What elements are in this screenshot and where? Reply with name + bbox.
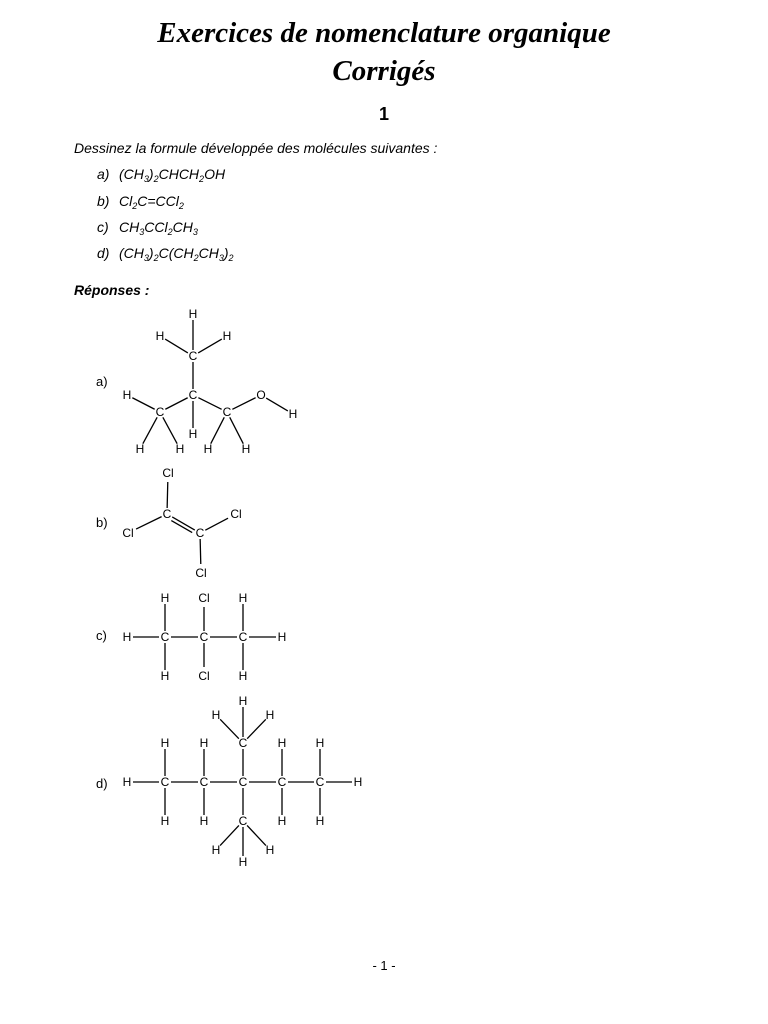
hydrogen-atom: H — [315, 736, 325, 750]
carbon-atom: C — [199, 630, 209, 644]
molecule-label-a: a) — [96, 374, 108, 389]
carbon-atom: C — [195, 526, 205, 540]
hydrogen-atom: H — [199, 736, 209, 750]
hydrogen-atom: H — [199, 814, 209, 828]
bond-line — [220, 825, 239, 845]
hydrogen-atom: H — [135, 442, 145, 456]
bond-line — [165, 339, 188, 353]
carbon-atom: C — [315, 775, 325, 789]
bond-line — [163, 417, 177, 443]
bond-line — [136, 517, 162, 529]
bond-line — [143, 417, 157, 443]
bond-line — [247, 825, 266, 845]
hydrogen-atom: H — [288, 407, 298, 421]
hydrogen-atom: H — [188, 427, 198, 441]
carbon-atom: C — [238, 814, 248, 828]
condensed-formula: $Cl_2C=CCl_2$ — [119, 193, 184, 211]
question-letter: a) — [97, 166, 110, 182]
hydrogen-atom: H — [241, 442, 251, 456]
hydrogen-atom: H — [160, 736, 170, 750]
exercise-instruction: Dessinez la formule développée des molécules suivantes : — [74, 140, 438, 156]
carbon-atom: C — [188, 349, 198, 363]
question-letter: d) — [97, 245, 110, 261]
bond-line — [205, 518, 228, 530]
oxygen-atom: O — [256, 388, 266, 402]
bond-line — [266, 398, 288, 411]
hydrogen-atom: H — [265, 708, 275, 722]
hydrogen-atom: H — [160, 814, 170, 828]
hydrogen-atom: H — [265, 843, 275, 857]
chlorine-atom: Cl — [195, 566, 207, 580]
condensed-formula: $(CH_3)_2CHCH_2OH$ — [119, 166, 226, 184]
hydrogen-atom: H — [315, 814, 325, 828]
hydrogen-atom: H — [238, 591, 248, 605]
page-number: - 1 - — [372, 958, 396, 973]
bond-line — [247, 719, 266, 738]
hydrogen-atom: H — [175, 442, 185, 456]
molecule-label-d: d) — [96, 776, 108, 791]
bond-line — [211, 417, 225, 443]
carbon-atom: C — [238, 736, 248, 750]
hydrogen-atom: H — [122, 630, 132, 644]
bond-line — [232, 398, 255, 410]
bond-line — [165, 398, 187, 410]
carbon-atom: C — [160, 630, 170, 644]
question-letter: c) — [97, 219, 109, 235]
carbon-atom: C — [160, 775, 170, 789]
hydrogen-atom: H — [277, 630, 287, 644]
exercise-number: 1 — [378, 104, 389, 124]
hydrogen-atom: H — [238, 669, 248, 683]
document-subtitle: Corrigés — [332, 55, 436, 87]
hydrogen-atom: H — [222, 329, 232, 343]
chlorine-atom: Cl — [162, 466, 174, 480]
hydrogen-atom: H — [122, 388, 132, 402]
hydrogen-atom: H — [353, 775, 363, 789]
hydrogen-atom: H — [188, 307, 198, 321]
hydrogen-atom: H — [211, 843, 221, 857]
condensed-formula: $CH_3CCl_2CH_3$ — [119, 219, 198, 237]
bond-line — [167, 482, 168, 508]
carbon-atom: C — [238, 630, 248, 644]
hydrogen-atom: H — [238, 694, 248, 708]
molecule-label-c: c) — [96, 628, 107, 643]
carbon-atom: C — [188, 388, 198, 402]
hydrogen-atom: H — [160, 591, 170, 605]
bond-line — [132, 398, 154, 410]
hydrogen-atom: H — [277, 814, 287, 828]
hydrogen-atom: H — [211, 708, 221, 722]
hydrogen-atom: H — [122, 775, 132, 789]
bond-line — [220, 719, 239, 738]
carbon-atom: C — [199, 775, 209, 789]
carbon-atom: C — [155, 405, 165, 419]
bond-line — [198, 339, 222, 353]
hydrogen-atom: H — [155, 329, 165, 343]
bond-line — [230, 417, 244, 443]
bond-line — [200, 539, 201, 564]
carbon-atom: C — [222, 405, 232, 419]
bond-line — [198, 398, 221, 410]
hydrogen-atom: H — [238, 855, 248, 869]
hydrogen-atom: H — [203, 442, 213, 456]
answers-heading: Réponses : — [74, 282, 150, 298]
chlorine-atom: Cl — [230, 507, 242, 521]
carbon-atom: C — [162, 507, 172, 521]
chlorine-atom: Cl — [198, 669, 210, 683]
condensed-formula: $(CH_3)_2C(CH_2CH_3)_2$ — [119, 245, 234, 263]
document-title: Exercices de nomenclature organique — [157, 17, 611, 49]
chlorine-atom: Cl — [198, 591, 210, 605]
hydrogen-atom: H — [277, 736, 287, 750]
question-letter: b) — [97, 193, 110, 209]
carbon-atom: C — [238, 775, 248, 789]
molecule-label-b: b) — [96, 515, 108, 530]
hydrogen-atom: H — [160, 669, 170, 683]
carbon-atom: C — [277, 775, 287, 789]
chlorine-atom: Cl — [122, 526, 134, 540]
